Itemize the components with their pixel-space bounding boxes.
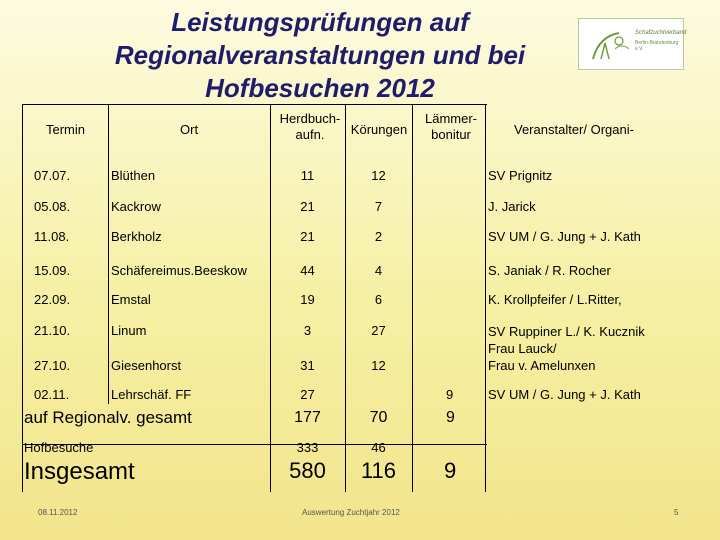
title-line-3: Hofbesuchen 2012: [205, 73, 435, 103]
row-koerungen: 7: [374, 199, 383, 214]
row-herdbuch: 44: [300, 263, 315, 278]
row-herdbuch: 11: [300, 168, 315, 183]
header-ort: Ort: [180, 122, 199, 137]
row-ort: Linum: [111, 323, 147, 338]
row-termin: 02.11.: [34, 387, 70, 402]
row-herdbuch: 21: [300, 199, 315, 214]
row-ort: Lehrschäf. FF: [111, 387, 192, 402]
grid-line: [22, 104, 487, 105]
footer-center: Auswertung Zuchtjahr 2012: [302, 508, 400, 517]
summary-regional-koerungen: 70: [369, 409, 388, 426]
row-ort: Schäfereimus.Beeskow: [111, 263, 247, 278]
logo-text: Schafzuchtverband: [635, 30, 687, 36]
row-herdbuch: 3: [303, 323, 312, 338]
row-veranstalter: SV UM / G. Jung + J. Kath: [488, 229, 641, 244]
summary-regional-label: auf Regionalv. gesamt: [24, 408, 192, 427]
row-ort: Emstal: [111, 292, 151, 307]
header-termin: Termin: [46, 122, 86, 137]
row-ort: Kackrow: [111, 199, 161, 214]
row-herdbuch: 27: [300, 387, 315, 402]
header-koerungen: Körungen: [350, 122, 408, 137]
row-ort: Blüthen: [111, 168, 156, 183]
row-ort: Berkholz: [111, 229, 162, 244]
row-koerungen: 4: [374, 263, 383, 278]
row-veranstalter-line: Frau v. Amelunxen: [488, 358, 596, 373]
header-veranstalter: Veranstalter/ Organi-: [514, 122, 634, 137]
page-title: [80, 6, 560, 105]
row-koerungen: 12: [371, 358, 386, 373]
row-koerungen: 6: [374, 292, 383, 307]
row-veranstalter: SV Prignitz: [488, 168, 553, 183]
row-veranstalter: S. Janiak / R. Rocher: [488, 263, 611, 278]
summary-hof-label: Hofbesuche: [24, 440, 94, 455]
grid-line: [412, 104, 413, 492]
row-termin: 27.10.: [34, 358, 71, 373]
grid-line: [22, 444, 23, 492]
row-herdbuch: 21: [300, 229, 315, 244]
row-herdbuch: 31: [300, 358, 315, 373]
row-veranstalter: K. Krollpfeifer / L.Ritter,: [488, 292, 622, 307]
header-herdbuch: Herdbuch- aufn.: [279, 111, 341, 142]
row-termin: 05.08.: [34, 199, 71, 214]
title-line-1: Leistungsprüfungen auf: [171, 7, 469, 37]
row-veranstalter: SV Ruppiner L./ K. Kucznik: [488, 324, 645, 339]
summary-total-koerungen: 116: [360, 458, 397, 483]
summary-total-label: Insgesamt: [24, 458, 135, 485]
summary-total-laemmer: 9: [444, 458, 457, 483]
row-herdbuch: 19: [300, 292, 315, 307]
row-termin: 11.08.: [34, 229, 70, 244]
summary-hof-herdbuch: 333: [296, 440, 319, 455]
row-termin: 22.09.: [34, 292, 71, 307]
row-termin: 07.07.: [34, 168, 71, 183]
row-ort: Giesenhorst: [111, 358, 182, 373]
row-koerungen: 12: [371, 168, 386, 183]
header-laemmer: Lämmer- bonitur: [424, 111, 477, 142]
row-veranstalter: J. Jarick: [488, 199, 536, 214]
summary-regional-laemmer: 9: [446, 409, 455, 426]
row-termin: 21.10.: [34, 323, 71, 338]
summary-hof-koerungen: 46: [371, 440, 386, 455]
row-veranstalter-line: Frau Lauck/: [488, 341, 557, 356]
page-number: 5: [674, 508, 679, 517]
summary-regional-herdbuch: 177: [294, 409, 321, 426]
footer-date: 08.11.2012: [38, 508, 78, 517]
row-koerungen: 2: [374, 229, 383, 244]
association-logo: [578, 18, 687, 70]
title-line-2: Regionalveranstaltungen und bei: [114, 40, 526, 70]
row-termin: 15.09.: [34, 263, 71, 278]
row-koerungen: 27: [371, 323, 386, 338]
logo-subtext: Berlin-Brandenburg e.V.: [635, 40, 679, 52]
grid-line: [108, 104, 109, 404]
row-veranstalter: SV UM / G. Jung + J. Kath: [488, 387, 641, 402]
summary-total-herdbuch: 580: [289, 458, 326, 483]
grid-line: [485, 104, 486, 492]
grid-line: [22, 104, 23, 444]
row-laemmer: 9: [446, 387, 454, 402]
